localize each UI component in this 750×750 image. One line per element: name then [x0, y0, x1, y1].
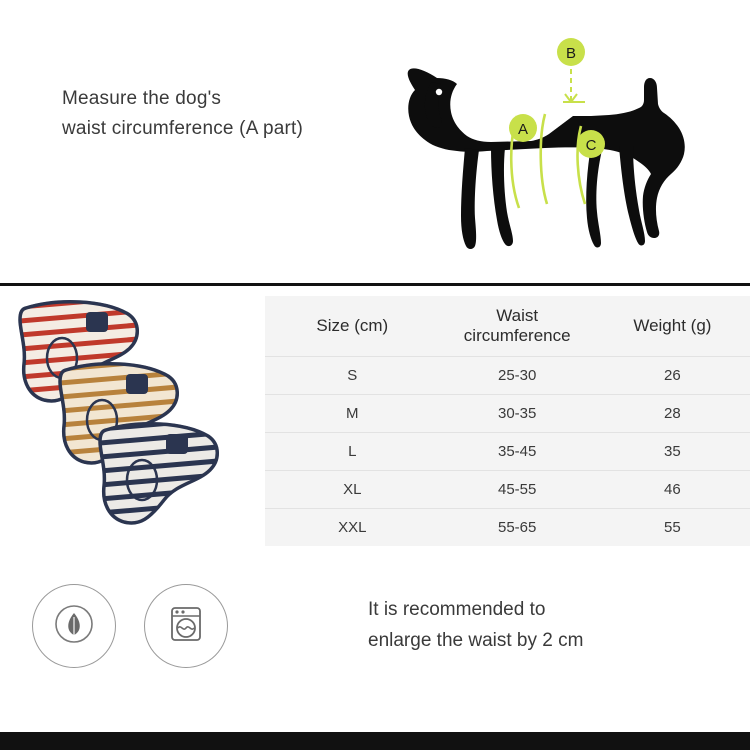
cell-waist: 30-35 [440, 395, 595, 433]
recommendation-line2: enlarge the waist by 2 cm [368, 630, 584, 651]
recommendation-line1: It is recommended to [368, 599, 546, 620]
marker-b [557, 38, 585, 66]
marker-b-label: B [565, 45, 577, 62]
marker-a-label: A [517, 121, 529, 138]
cell-waist: 55-65 [440, 509, 595, 547]
table-row [265, 357, 750, 395]
cotton-badge [32, 584, 116, 668]
table-header-waist: Waist circumference [463, 306, 571, 345]
cotton-leaf-icon [50, 600, 98, 653]
table-row [265, 471, 750, 509]
measure-instruction-line2: waist circumference (A part) [62, 118, 304, 139]
table-header-size: Size (cm) [316, 316, 389, 335]
recommendation-text [368, 594, 583, 656]
cell-size: XL [265, 471, 440, 509]
cell-size: M [265, 395, 440, 433]
footer-bar [0, 732, 750, 750]
measure-instruction [62, 84, 303, 144]
product-photo [0, 286, 265, 548]
cell-weight: 46 [595, 471, 750, 509]
product-navy [88, 418, 230, 538]
cell-size: XXL [265, 509, 440, 547]
cell-waist: 35-45 [440, 433, 595, 471]
table-header-row [265, 296, 750, 357]
cell-waist: 25-30 [440, 357, 595, 395]
cell-size: S [265, 357, 440, 395]
size-table [265, 296, 750, 546]
table-header-weight: Weight (g) [633, 316, 712, 335]
cell-weight: 28 [595, 395, 750, 433]
measurement-section [0, 0, 750, 283]
dog-eye [436, 89, 442, 95]
cell-weight: 35 [595, 433, 750, 471]
measure-instruction-line1: Measure the dog's [62, 88, 222, 109]
table-row [265, 509, 750, 547]
cell-size: L [265, 433, 440, 471]
marker-c-label: C [585, 137, 597, 154]
cell-weight: 26 [595, 357, 750, 395]
marker-a [509, 114, 537, 142]
table-row [265, 395, 750, 433]
machine-wash-badge [144, 584, 228, 668]
size-chart-section [0, 286, 750, 548]
dog-silhouette-shape [408, 68, 685, 249]
care-badges [32, 584, 228, 668]
table-row [265, 433, 750, 471]
washing-machine-icon [162, 600, 210, 653]
marker-c [577, 130, 605, 158]
cell-waist: 45-55 [440, 471, 595, 509]
cell-weight: 55 [595, 509, 750, 547]
dog-diagram [395, 30, 695, 260]
care-section [0, 548, 750, 750]
